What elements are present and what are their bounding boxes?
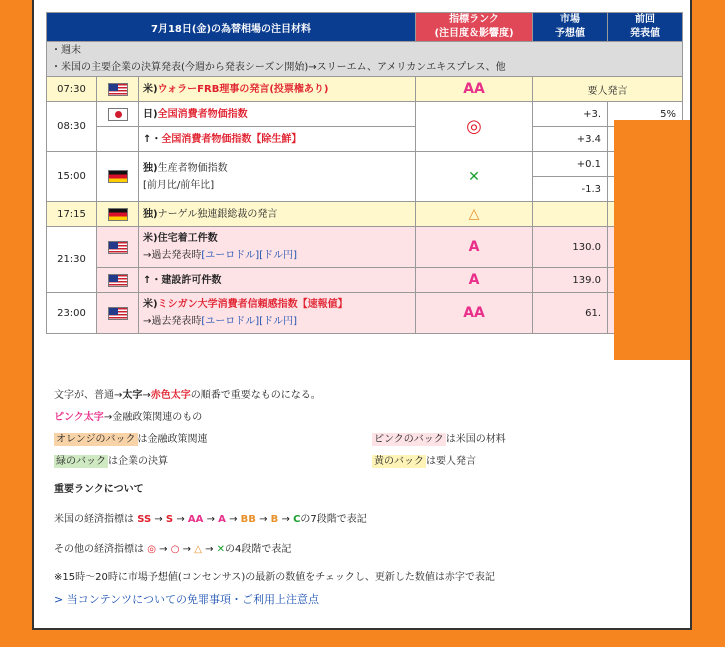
rank-cell: A (416, 227, 533, 268)
disclaimer-link[interactable]: > 当コンテンツについての免罪事項・ご利用上注意点 (54, 593, 319, 606)
speech-label: 要人発言 (533, 77, 683, 102)
table-header (47, 13, 683, 42)
forecast-value: -1.3 (533, 177, 608, 202)
us-flag-icon (108, 274, 128, 287)
note-weekend: ・週末 (51, 45, 81, 56)
table-title: 7月18日(金)の為替相場の注目材料 (47, 13, 416, 42)
forecast-value: +3.4 (533, 127, 608, 152)
time-cell: 15:00 (47, 152, 97, 202)
legend-line: 文字が、普通→太字→赤色太字の順番で重要なものになる。 (54, 390, 321, 401)
rank-cell: A (416, 268, 533, 293)
previous-header: 前回 発表値 (608, 13, 683, 42)
rank-cell: ✕ (416, 152, 533, 202)
link-eurusd[interactable]: [ユーロドル] (201, 316, 260, 327)
table-row (47, 227, 683, 268)
legend-section (54, 385, 684, 611)
rank-cell: AA (416, 77, 533, 102)
indicator-name: 米)住宅着工件数 →過去発表時[ユーロドル][ドル円] (139, 227, 416, 268)
redaction-block (614, 120, 690, 360)
time-cell: 23:00 (47, 293, 97, 334)
forecast-value: +3. (533, 102, 608, 127)
forecast-value: +0.1 (533, 152, 608, 177)
germany-flag-icon (108, 170, 128, 183)
notes-row (47, 42, 683, 77)
legend-line: オレンジのバック は金融政策関連 ピンクのバック は米国の材料 (56, 434, 506, 445)
rank-cell: △ (416, 202, 533, 227)
calendar-panel (32, 0, 692, 630)
link-usdjpy[interactable]: [ドル円] (259, 250, 298, 261)
table-row (47, 268, 683, 293)
us-rank-line: 米国の経済指標は SS → S → AA → A → BB → B → Cの7段階で表記 (54, 514, 367, 525)
indicator-name: 日)全国消費者物価指数 (139, 102, 416, 127)
consensus-note: ※15時～20時に市場予想値(コンセンサス)の最新の数値をチェックし、更新した数値は赤字で表記 (54, 572, 495, 583)
germany-flag-icon (108, 208, 128, 221)
indicator-name: ↑・建設許可件数 (139, 268, 416, 293)
calendar-table (46, 12, 683, 334)
indicator-name: 独)生産者物価指数 [前月比/前年比] (139, 152, 416, 202)
us-flag-icon (108, 241, 128, 254)
legend-line: ピンク太字→金融政策関連のもの (54, 412, 203, 423)
link-eurusd[interactable]: [ユーロドル] (201, 250, 260, 261)
time-cell: 17:15 (47, 202, 97, 227)
note-earnings: ・米国の主要企業の決算発表(今週から発表シーズン開始)→スリーエム、アメリカンエキスプレス、他 (51, 62, 506, 73)
rank-cell: AA (416, 293, 533, 334)
table-row (47, 102, 683, 127)
forecast-value: 61. (533, 293, 608, 334)
forecast-value: 139.0 (533, 268, 608, 293)
us-flag-icon (108, 307, 128, 320)
japan-flag-icon (108, 108, 128, 121)
table-row (47, 202, 683, 227)
legend-line: 緑のバック は企業の決算 黄のバック は要人発言 (56, 456, 476, 467)
rank-title: 重要ランクについて (54, 484, 144, 495)
table-row (47, 127, 683, 152)
green-swatch: 緑のバック (56, 456, 106, 467)
table-row (47, 293, 683, 334)
indicator-name: 米)ミシガン大学消費者信頼感指数【速報値】 →過去発表時[ユーロドル][ドル円] (139, 293, 416, 334)
table-row (47, 77, 683, 102)
rank-cell: ◎ (416, 102, 533, 152)
forecast-value: 130.0 (533, 227, 608, 268)
rank-header: 指標ランク (注目度＆影響度) (416, 13, 533, 42)
previous-value: 5% (608, 102, 683, 127)
us-flag-icon (108, 83, 128, 96)
link-usdjpy[interactable]: [ドル円] (259, 316, 298, 327)
forecast-header: 市場 予想値 (533, 13, 608, 42)
indicator-name: 米)ウォラーFRB理事の発言(投票権あり) (139, 77, 416, 102)
time-cell: 08:30 (47, 102, 97, 152)
pink-swatch: ピンクのバック (374, 434, 444, 445)
other-rank-line: その他の経済指標は ◎ → ○ → △ → ✕の4段階で表記 (54, 544, 292, 555)
yellow-swatch: 黄のバック (374, 456, 424, 467)
indicator-name: 独)ナーゲル独連銀総裁の発言 (139, 202, 416, 227)
time-cell: 21:30 (47, 227, 97, 293)
indicator-name: ↑・全国消費者物価指数【除生鮮】 (139, 127, 416, 152)
orange-swatch: オレンジのバック (56, 434, 136, 445)
time-cell: 07:30 (47, 77, 97, 102)
table-row (47, 152, 683, 177)
